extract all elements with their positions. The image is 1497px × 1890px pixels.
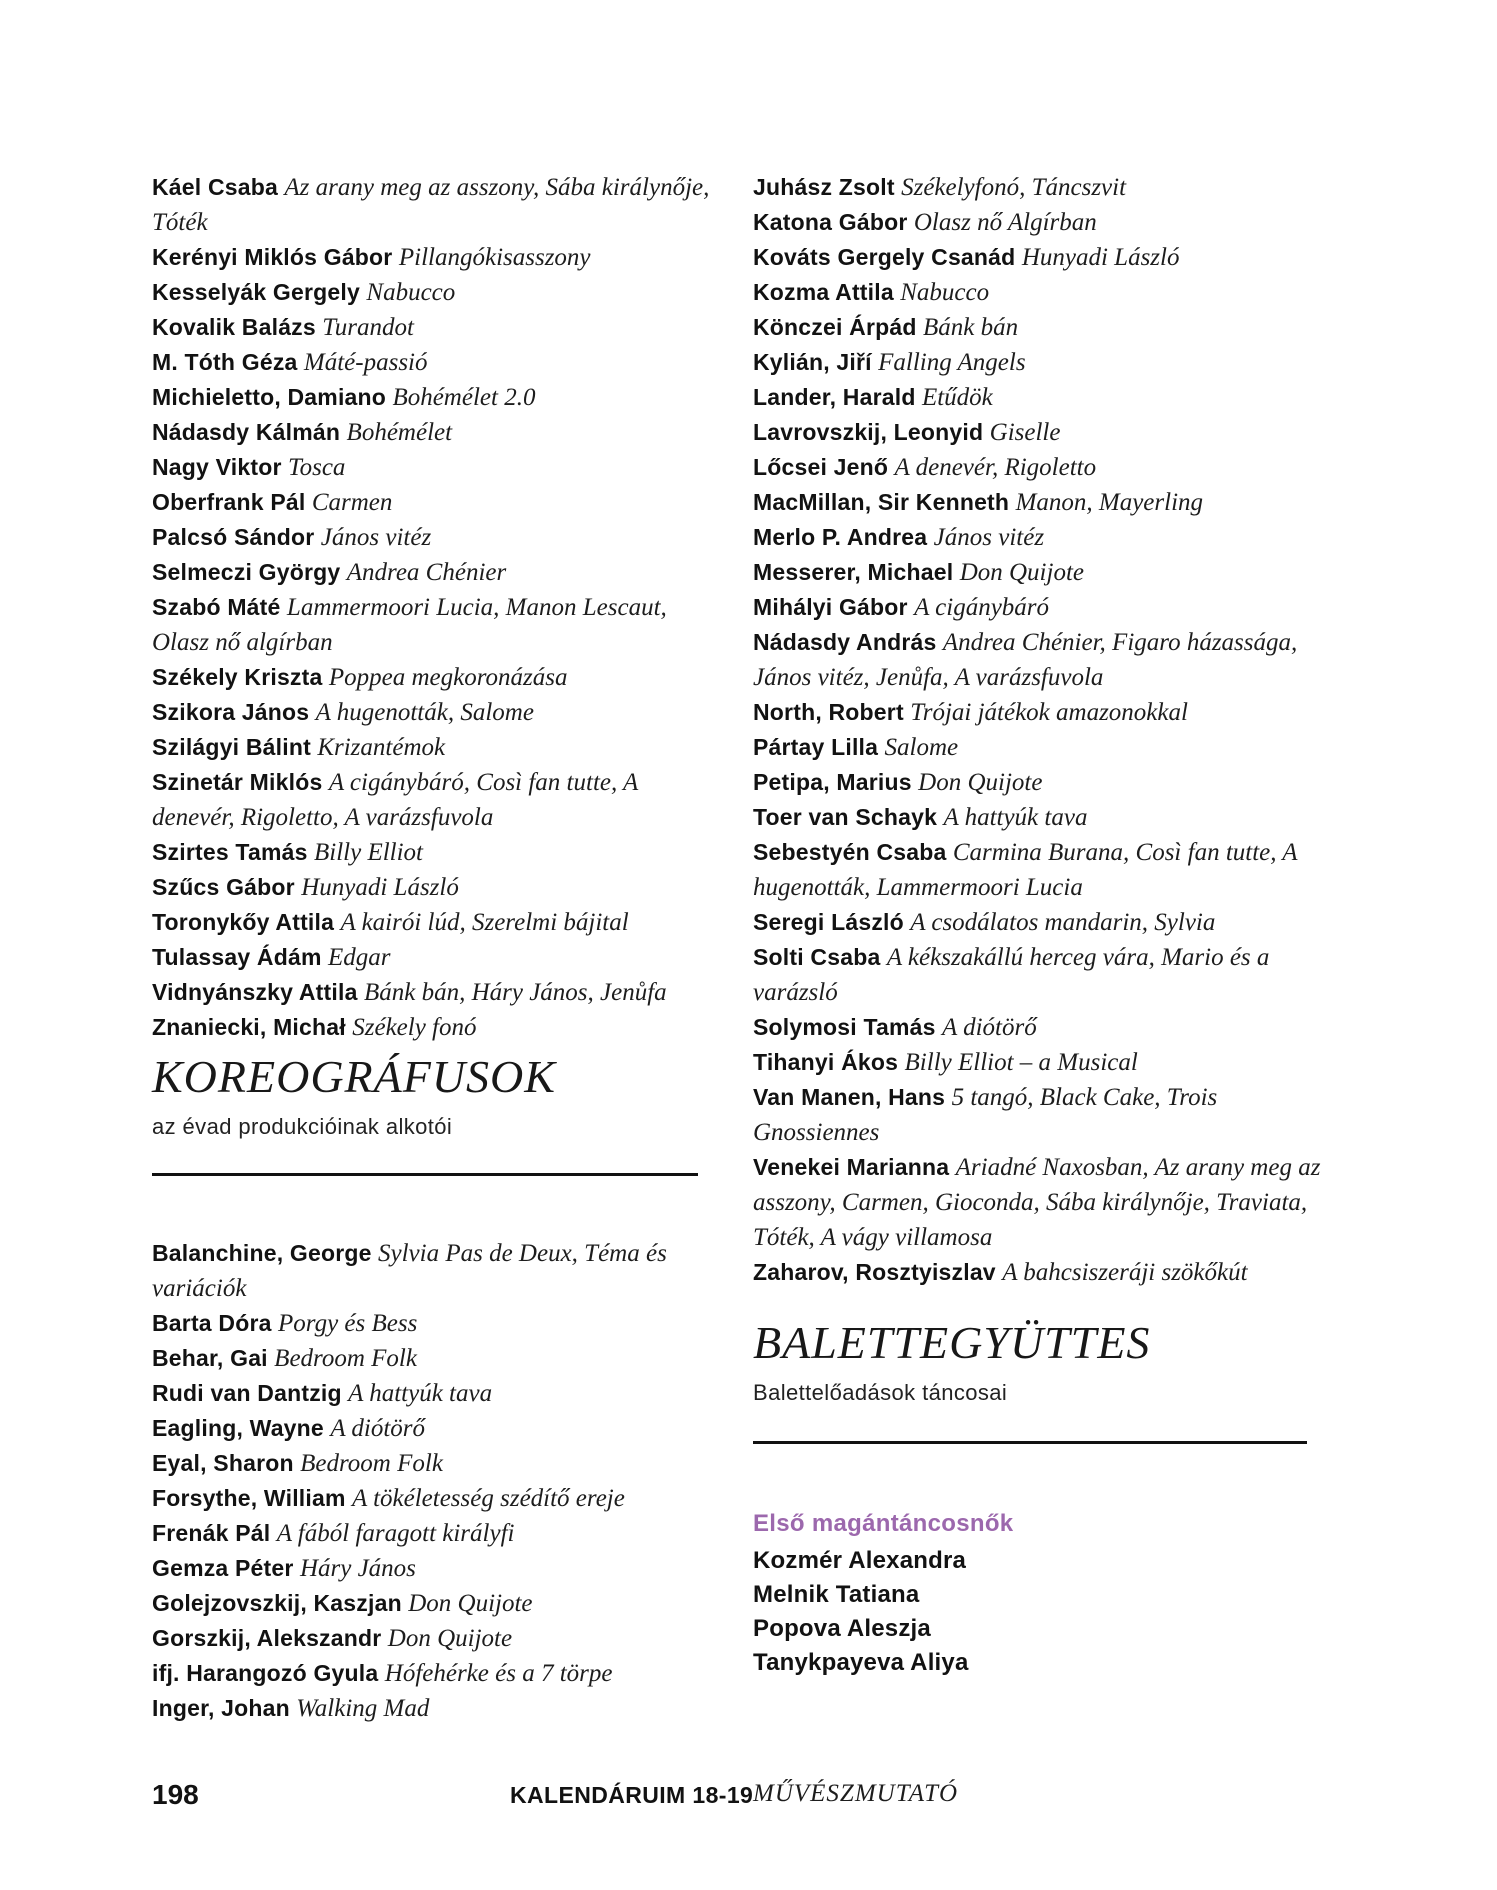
artist-works: Bánk bán	[923, 314, 1019, 341]
artist-works: Krizantémok	[317, 734, 446, 761]
artist-name: Michieletto, Damiano	[152, 384, 387, 410]
artist-name: Selmeczi György	[152, 559, 341, 585]
artist-entry	[152, 1656, 720, 1691]
artist-entry	[152, 310, 720, 345]
artist-entry	[753, 240, 1343, 275]
artist-works: Billy Elliot – a Musical	[904, 1049, 1138, 1076]
artist-name: Nagy Viktor	[152, 454, 282, 480]
artist-entry	[753, 765, 1343, 800]
artist-name: Behar, Gai	[152, 1345, 268, 1371]
artist-name: Seregi László	[753, 909, 904, 935]
artist-name: Lavrovszkij, Leonyid	[753, 419, 984, 445]
dancer-name: Kozmér Alexandra	[753, 1547, 967, 1574]
artist-name: Messerer, Michael	[753, 559, 954, 585]
artist-name: Kerényi Miklós Gábor	[152, 244, 393, 270]
artist-works: Az arany meg az asszony, Sába királynője, Tóték	[152, 174, 710, 236]
artist-entry	[152, 765, 720, 835]
artist-works: Bedroom Folk	[274, 1345, 417, 1372]
artist-entry	[753, 380, 1343, 415]
artist-entry	[753, 730, 1343, 765]
artist-name: Lőcsei Jenő	[753, 454, 889, 480]
artist-name: Toronykőy Attila	[152, 909, 335, 935]
artist-name: Kovalik Balázs	[152, 314, 316, 340]
artist-name: Balanchine, George	[152, 1240, 372, 1266]
artist-entry	[753, 905, 1343, 940]
artist-entry	[753, 800, 1343, 835]
artist-entry	[152, 275, 720, 310]
artist-entry	[152, 590, 720, 660]
section-subtitle-balettegyuttes: Balettelőadások táncosai	[753, 1380, 1008, 1405]
artist-name: MacMillan, Sir Kenneth	[753, 489, 1010, 515]
section-subtitle-koreografusok: az évad produkcióinak alkotói	[152, 1114, 453, 1139]
artist-works: Pillangókisasszony	[398, 244, 591, 271]
artist-works: Andrea Chénier, Figaro házassága, János vitéz, Jenůfa, A varázsfuvola	[753, 629, 1298, 691]
artist-name: Szilágyi Bálint	[152, 734, 311, 760]
section-divider	[753, 1441, 1307, 1444]
artist-works: Porgy és Bess	[278, 1310, 418, 1337]
artist-entry	[152, 380, 720, 415]
artist-works: Olasz nő Algírban	[913, 209, 1097, 236]
artist-works: A kairói lúd, Szerelmi bájital	[340, 909, 629, 936]
artist-name: Lander, Harald	[753, 384, 916, 410]
artist-entry	[753, 835, 1343, 905]
artist-works: Don Quijote	[918, 769, 1043, 796]
artist-works: Sylvia Pas de Deux, Téma és variációk	[152, 1240, 667, 1302]
artist-works: Hunyadi László	[301, 874, 459, 901]
artist-works: Hófehérke és a 7 törpe	[384, 1660, 613, 1687]
artist-name: Forsythe, William	[152, 1485, 346, 1511]
artist-name: Eagling, Wayne	[152, 1415, 324, 1441]
artist-works: Poppea megkoronázása	[328, 664, 568, 691]
artist-works: Don Quijote	[408, 1590, 533, 1617]
artist-works: Bohémélet	[346, 419, 453, 446]
artist-entry	[152, 520, 720, 555]
artist-entry	[152, 345, 720, 380]
artist-name: Venekei Marianna	[753, 1154, 950, 1180]
section-title-balettegyuttes: BALETTEGYÜTTES	[753, 1317, 1151, 1368]
artist-entry	[152, 485, 720, 520]
artist-name: Vidnyánszky Attila	[152, 979, 358, 1005]
artist-works: János vitéz	[320, 524, 432, 551]
artist-works: Don Quijote	[387, 1625, 513, 1652]
artist-entry	[753, 310, 1343, 345]
artist-works: A csodálatos mandarin, Sylvia	[910, 909, 1216, 936]
artist-entry	[753, 1010, 1343, 1045]
artist-name: Inger, Johan	[152, 1695, 290, 1721]
subheading-first-soloists: Első magántáncosnők	[753, 1510, 1014, 1537]
dancer-name: Melnik Tatiana	[753, 1581, 920, 1608]
footer-running-title: KALENDÁRUIM 18-19	[510, 1782, 754, 1808]
artist-works: Falling Angels	[878, 349, 1026, 376]
artist-entry	[152, 1551, 720, 1586]
page-number: 198	[152, 1779, 199, 1810]
artist-entry	[152, 450, 720, 485]
artist-entry	[152, 1376, 720, 1411]
artist-works: Carmen	[311, 489, 393, 516]
artist-entry	[152, 730, 720, 765]
artist-entry	[152, 695, 720, 730]
artist-entry	[152, 1691, 720, 1726]
artist-name: Rudi van Dantzig	[152, 1380, 342, 1406]
section-divider	[152, 1173, 698, 1176]
artist-entry	[152, 1236, 720, 1306]
artist-name: Kylián, Jiří	[753, 349, 872, 375]
artist-entry	[753, 520, 1343, 555]
artist-name: Znaniecki, Michał	[152, 1014, 346, 1040]
artist-works: A diótörő	[942, 1014, 1037, 1041]
artist-name: Szikora János	[152, 699, 310, 725]
artist-entry	[753, 940, 1343, 1010]
artist-entry	[152, 1411, 720, 1446]
artist-works: Trójai játékok amazonokkal	[910, 699, 1188, 726]
artist-name: Nádasdy Kálmán	[152, 419, 341, 445]
artist-entry	[152, 1586, 720, 1621]
artist-entry	[152, 1341, 720, 1376]
artist-entry	[152, 870, 720, 905]
artist-name: North, Robert	[753, 699, 904, 725]
artist-works: A fából faragott királyfi	[276, 1520, 515, 1547]
artist-name: Toer van Schayk	[753, 804, 938, 830]
artist-entry	[753, 170, 1343, 205]
artist-name: Solti Csaba	[753, 944, 881, 970]
directors-list-right	[753, 170, 1343, 1290]
choreographers-list	[152, 1236, 720, 1726]
artist-entry	[753, 625, 1343, 695]
artist-name: Solymosi Tamás	[753, 1014, 936, 1040]
dancer-name: Popova Aleszja	[753, 1615, 931, 1642]
artist-entry	[152, 1481, 720, 1516]
artist-works: A tökéletesség szédítő ereje	[352, 1485, 625, 1512]
artist-works: Tosca	[288, 454, 346, 481]
artist-works: Nabucco	[900, 279, 990, 306]
artist-entry	[753, 1080, 1343, 1150]
artist-works: Carmina Burana, Così fan tutte, A hugenották, Lammermoori Lucia	[753, 839, 1298, 901]
artist-works: Bánk bán, Háry János, Jenůfa	[363, 979, 667, 1006]
artist-entry	[753, 1255, 1343, 1290]
artist-works: Hunyadi László	[1021, 244, 1180, 271]
artist-entry	[753, 555, 1343, 590]
artist-name: Kesselyák Gergely	[152, 279, 360, 305]
artist-name: Tihanyi Ákos	[753, 1049, 899, 1075]
artist-entry	[753, 415, 1343, 450]
artist-name: Katona Gábor	[753, 209, 908, 235]
artist-name: Szabó Máté	[152, 594, 281, 620]
artist-entry	[753, 275, 1343, 310]
artist-entry	[152, 835, 720, 870]
artist-name: Székely Kriszta	[152, 664, 323, 690]
artist-entry	[753, 695, 1343, 730]
artist-works: Billy Elliot	[313, 839, 423, 866]
artist-works: Lammermoori Lucia, Manon Lescaut, Olasz nő algírban	[152, 594, 667, 656]
artist-works: 5 tangó, Black Cake, Trois Gnossiennes	[753, 1084, 1218, 1146]
artist-name: Nádasdy András	[753, 629, 937, 655]
artist-name: Golejzovszkij, Kaszjan	[152, 1590, 402, 1616]
artist-works: A cigánybáró, Così fan tutte, A denevér, Rigoletto, A varázsfuvola	[152, 769, 638, 831]
artist-works: Turandot	[322, 314, 414, 341]
artist-name: Tulassay Ádám	[152, 944, 322, 970]
artist-works: Bohémélet 2.0	[392, 384, 536, 411]
artist-entry	[753, 205, 1343, 240]
artist-name: Oberfrank Pál	[152, 489, 306, 515]
artist-works: A hattyúk tava	[348, 1380, 493, 1407]
artist-works: A cigánybáró	[914, 594, 1050, 621]
artist-name: Sebestyén Csaba	[753, 839, 947, 865]
artist-works: A bahcsiszeráji szökőkút	[1002, 1259, 1248, 1286]
artist-works: Ariadné Naxosban, Az arany meg az asszony, Carmen, Gioconda, Sába királynője, Traviata, Tóték, A vágy villamosa	[753, 1154, 1321, 1251]
artist-entry	[753, 1045, 1343, 1080]
artist-works: Nabucco	[366, 279, 456, 306]
artist-name: Barta Dóra	[152, 1310, 272, 1336]
artist-name: Gemza Péter	[152, 1555, 294, 1581]
artist-works: Máté-passió	[303, 349, 428, 376]
artist-name: Szűcs Gábor	[152, 874, 295, 900]
artist-entry	[152, 975, 720, 1010]
artist-name: Palcsó Sándor	[152, 524, 315, 550]
artist-works: Salome	[884, 734, 959, 761]
artist-entry	[152, 940, 720, 975]
directors-list-left	[152, 170, 720, 1045]
artist-entry	[152, 1621, 720, 1656]
artist-works: János vitéz	[933, 524, 1045, 551]
artist-name: Káel Csaba	[152, 174, 279, 200]
artist-works: Andrea Chénier	[346, 559, 507, 586]
artist-entry	[152, 240, 720, 275]
artist-works: Giselle	[989, 419, 1061, 446]
artist-name: Kozma Attila	[753, 279, 894, 305]
artist-entry	[152, 905, 720, 940]
artist-name: Könczei Árpád	[753, 314, 917, 340]
artist-entry	[753, 1150, 1343, 1255]
artist-entry	[753, 345, 1343, 380]
artist-works: A kékszakállú herceg vára, Mario és a varázsló	[753, 944, 1270, 1006]
artist-entry	[753, 450, 1343, 485]
artist-name: Gorszkij, Alekszandr	[152, 1625, 382, 1651]
artist-works: Manon, Mayerling	[1015, 489, 1204, 516]
artist-works: Bedroom Folk	[300, 1450, 443, 1477]
artist-name: Frenák Pál	[152, 1520, 271, 1546]
artist-name: Petipa, Marius	[753, 769, 912, 795]
artist-entry	[753, 485, 1343, 520]
artist-name: Kováts Gergely Csanád	[753, 244, 1016, 270]
artist-name: Merlo P. Andrea	[753, 524, 928, 550]
artist-name: Pártay Lilla	[753, 734, 879, 760]
artist-name: Juhász Zsolt	[753, 174, 895, 200]
artist-name: ifj. Harangozó Gyula	[152, 1660, 379, 1686]
artist-works: Etűdök	[921, 384, 993, 411]
footer-section-name: MŰVÉSZMUTATÓ	[753, 1780, 959, 1807]
artist-name: Szinetár Miklós	[152, 769, 323, 795]
artist-works: A hattyúk tava	[943, 804, 1088, 831]
dancers-list	[753, 1544, 1343, 1680]
artist-works: Székely fonó	[352, 1014, 477, 1041]
artist-name: Van Manen, Hans	[753, 1084, 946, 1110]
artist-entry	[152, 1010, 720, 1045]
artist-name: Szirtes Tamás	[152, 839, 308, 865]
artist-name: M. Tóth Géza	[152, 349, 298, 375]
artist-works: A denevér, Rigoletto	[894, 454, 1097, 481]
artist-entry	[152, 1516, 720, 1551]
artist-works: A hugenották, Salome	[315, 699, 534, 726]
artist-entry	[152, 660, 720, 695]
artist-works: Don Quijote	[959, 559, 1084, 586]
dancer-name: Tanykpayeva Aliya	[753, 1649, 969, 1676]
artist-entry	[152, 1306, 720, 1341]
artist-entry	[152, 1446, 720, 1481]
artist-works: A diótörő	[330, 1415, 426, 1442]
section-title-koreografusok: KOREOGRÁFUSOK	[152, 1051, 556, 1102]
artist-entry	[753, 590, 1343, 625]
artist-name: Mihályi Gábor	[753, 594, 908, 620]
artist-name: Eyal, Sharon	[152, 1450, 294, 1476]
artist-works: Edgar	[328, 944, 391, 971]
artist-entry	[152, 415, 720, 450]
artist-works: Székelyfonó, Táncszvit	[901, 174, 1127, 201]
artist-name: Zaharov, Rosztyiszlav	[753, 1259, 996, 1285]
artist-entry	[152, 555, 720, 590]
artist-works: Háry János	[299, 1555, 416, 1582]
artist-entry	[152, 170, 720, 240]
artist-works: Walking Mad	[296, 1695, 430, 1722]
